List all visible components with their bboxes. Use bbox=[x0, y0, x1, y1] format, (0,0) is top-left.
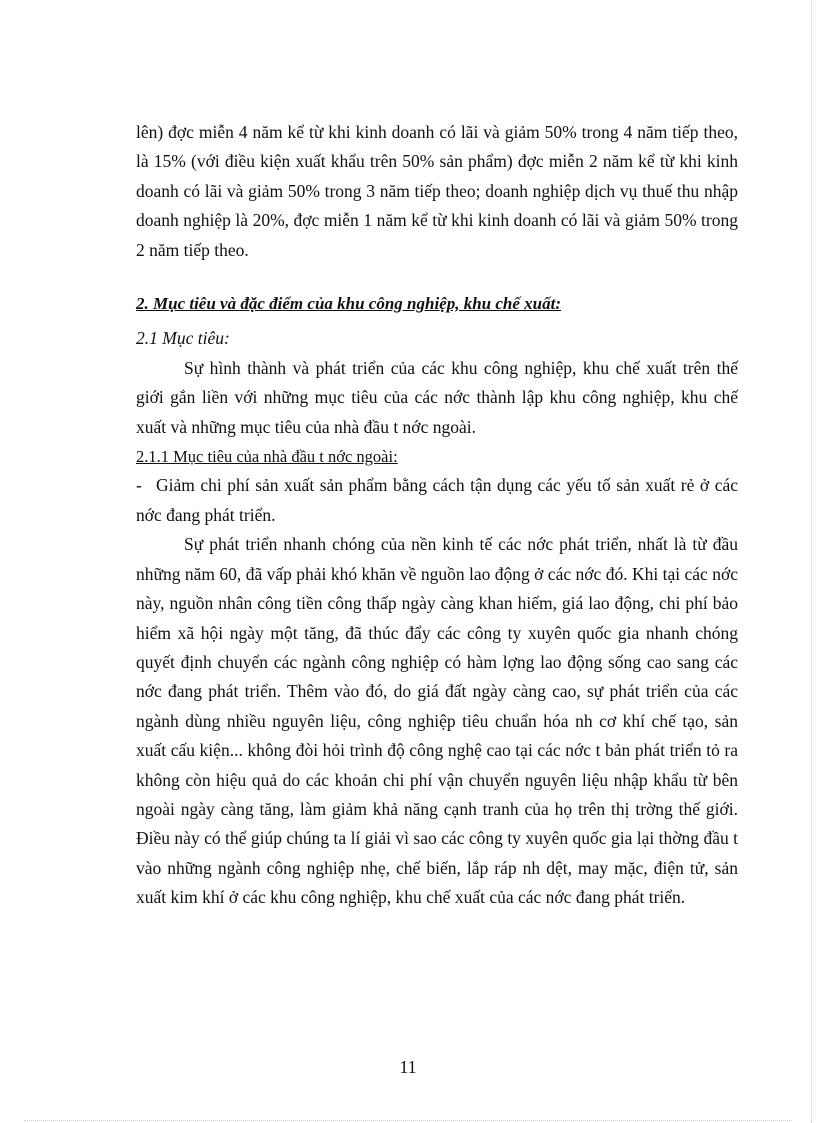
bullet-dash: - bbox=[136, 475, 142, 496]
section-2-1-paragraph: Sự hình thành và phát triển của các khu công nghiệp, khu chế xuất trên thế giới gắn liền với những mục tiêu của các nớc thành lập khu công nghiệp, khu chế xuất và những mục tiêu của nhà đầu t nớc ngoài. bbox=[136, 357, 738, 437]
page-right-divider bbox=[811, 0, 812, 1123]
bullet-text: Giảm chi phí sản xuất sản phẩm bằng cách tận dụng các yếu tố sản xuất rẻ ở các nớc đang phát triển. bbox=[136, 475, 738, 525]
section-heading-2: 2. Mục tiêu và đặc điểm của khu công nghiệp, khu chế xuất: bbox=[136, 294, 562, 314]
page-bottom-divider bbox=[24, 1120, 792, 1121]
document-body bbox=[136, 118, 738, 913]
bullet-item bbox=[136, 471, 738, 530]
intro-paragraph: lên) đợc miễn 4 năm kể từ khi kinh doanh có lãi và giảm 50% trong 4 năm tiếp theo, là 15% (với điều kiện xuất khẩu trên 50% sản phẩm) đợc miễn 2 năm kể từ khi kinh doanh có lãi và giảm 50% trong 3 năm tiếp theo; doanh nghiệp dịch vụ thuế thu nhập doanh nghiệp là 20%, đợc miễn 1 năm kể từ khi kinh doanh có lãi và giảm 50% trong 2 năm tiếp theo. bbox=[136, 122, 738, 260]
section-heading-2-1: 2.1 Mục tiêu: bbox=[136, 328, 230, 349]
section-heading-2-1-1: 2.1.1 Mục tiêu của nhà đầu t nớc ngoài: bbox=[136, 447, 398, 467]
main-paragraph: Sự phát triển nhanh chóng của nền kinh tế các nớc phát triển, nhất là từ đầu những năm 60, đã vấp phải khó khăn về nguồn lao động ở các nớc đó. Khi tại các nớc này, nguồn nhân công tiền công thấp ngày càng khan hiếm, giá lao động, chi phí bảo hiểm xã hội ngày một tăng, đã thúc đẩy các công ty xuyên quốc gia nhanh chóng quyết định chuyển các ngành công nghiệp có hàm lợng lao động sống cao sang các nớc đang phát triển. Thêm vào đó, do giá đất ngày càng cao, sự phát triển của các ngành dùng nhiều nguyên liệu, công nghiệp tiêu chuẩn hóa nh cơ khí chế tạo, sản xuất cấu kiện... không đòi hỏi trình độ công nghệ cao tại các nớc t bản phát triển tỏ ra không còn hiệu quả do các khoản chi phí vận chuyển nguyên liệu nhập khẩu từ bên ngoài ngày càng tăng, làm giảm khả năng cạnh tranh của họ trên thị trờng thế giới. Điều này có thể giúp chúng ta lí giải vì sao các công ty xuyên quốc gia lại thờng đầu t vào những ngành công nghiệp nhẹ, chế biến, lắp ráp nh dệt, may mặc, điện tử, sản xuất kim khí ở các khu công nghiệp, khu chế xuất của các nớc đang phát triển. bbox=[136, 534, 738, 908]
page-number: 11 bbox=[399, 1057, 417, 1077]
